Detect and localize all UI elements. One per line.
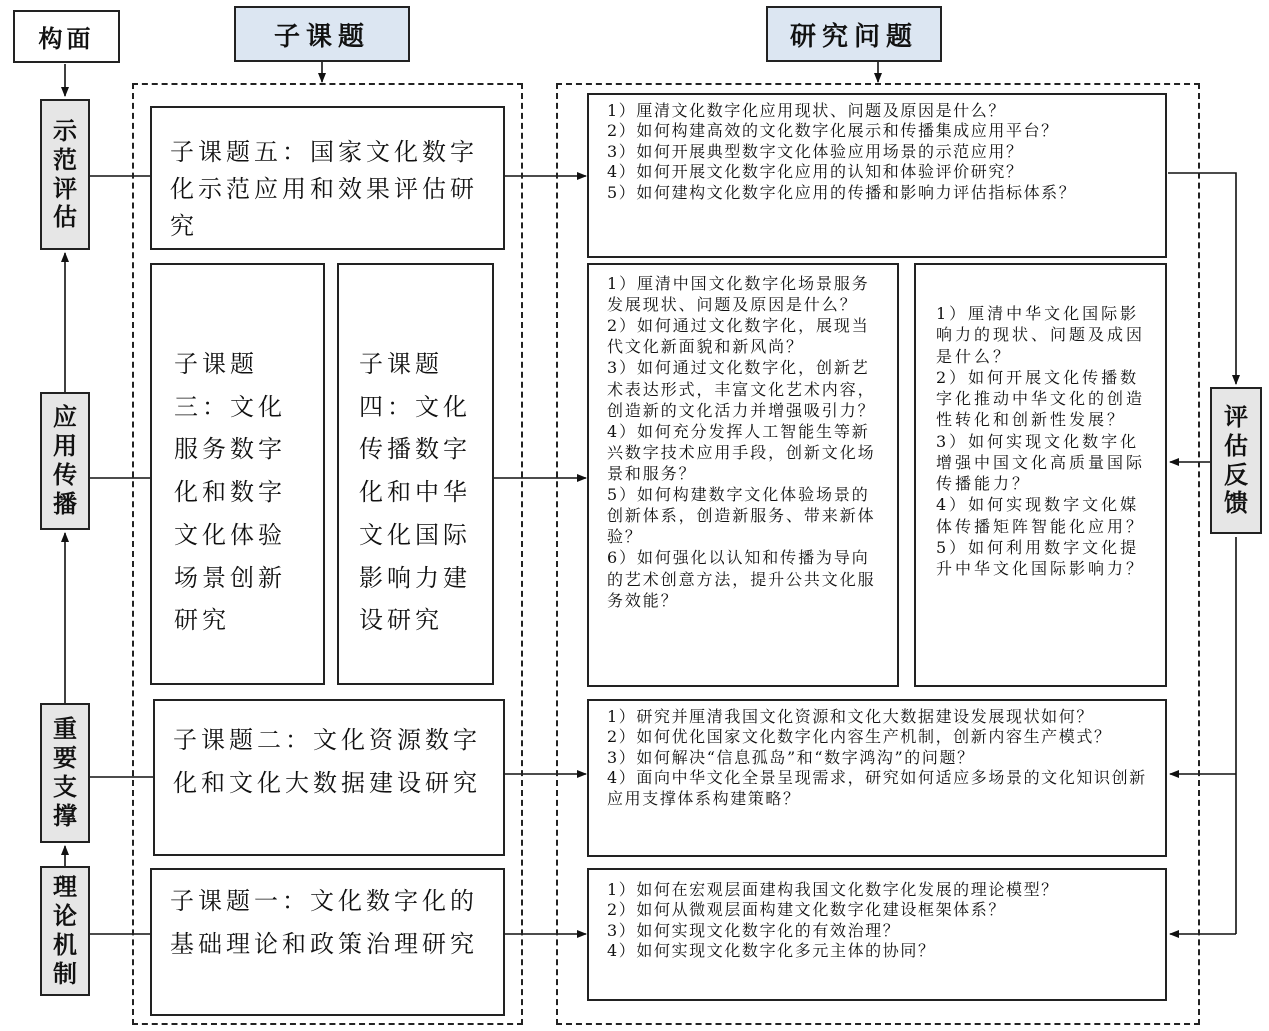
side-label-theory: 理论机制 bbox=[40, 866, 90, 996]
question-item: 1）厘清文化数字化应用现状、问题及原因是什么？ bbox=[607, 101, 1006, 120]
subtopic-4: 子课题四：文化传播数字化和中华文化国际影响力建设研究 bbox=[337, 263, 494, 685]
question-item: 3）如何实现文化数字化的有效治理？ bbox=[607, 920, 901, 940]
subtopic-1: 子课题一：文化数字化的基础理论和政策治理研究 bbox=[150, 868, 505, 1016]
question-item: 3）如何开展典型数字文化体验应用场景的示范应用？ bbox=[607, 141, 1024, 161]
question-item: 2）如何开展文化传播数字化推动中华文化的创造性转化和创新性发展？ bbox=[936, 367, 1146, 430]
subtopic-3: 子课题三：文化服务数字化和数字文化体验场景创新研究 bbox=[150, 263, 325, 685]
question-item: 4）面向中华文化全景呈现需求，研究如何适应多场景的文化知识创新应用支撑体系构建策略？ bbox=[607, 768, 1147, 808]
question-item: 1）厘清中国文化数字化场景服务发展现状、问题及原因是什么？ bbox=[607, 274, 870, 315]
questions-3 bbox=[587, 263, 899, 687]
question-item: 3）如何解决“信息孤岛”和“数字鸿沟”的问题？ bbox=[607, 747, 975, 767]
questions-2 bbox=[587, 699, 1167, 857]
questions-5 bbox=[587, 93, 1167, 258]
question-item: 3）如何实现文化数字化增强中国文化高质量国际传播能力？ bbox=[936, 431, 1146, 494]
questions-header: 研究问题 bbox=[766, 6, 942, 62]
question-item: 1）研究并厘清我国文化资源和文化大数据建设发展现状如何？ bbox=[607, 707, 1094, 726]
subtopic-2: 子课题二：文化资源数字化和文化大数据建设研究 bbox=[153, 699, 505, 856]
question-item: 1）厘清中华文化国际影响力的现状、问题及成因是什么？ bbox=[936, 304, 1146, 366]
subtopic-5: 子课题五：国家文化数字化示范应用和效果评估研究 bbox=[150, 106, 505, 250]
question-item: 6）如何强化以认知和传播为导向的艺术创意方法，提升公共文化服务效能？ bbox=[607, 548, 876, 610]
side-label-feedback: 评估反馈 bbox=[1210, 387, 1262, 534]
question-item: 5）如何利用数字文化提升中华文化国际影响力？ bbox=[936, 537, 1146, 579]
side-label-support: 重要支撑 bbox=[40, 703, 90, 843]
question-item: 2）如何优化国家文化数字化内容生产机制，创新内容生产模式？ bbox=[607, 727, 1112, 747]
side-label-application: 应用传播 bbox=[40, 392, 90, 530]
question-item: 2）如何通过文化数字化，展现当代文化新面貌和新风尚？ bbox=[607, 316, 870, 357]
question-item: 4）如何实现数字文化媒体传播矩阵智能化应用？ bbox=[936, 495, 1146, 536]
facet-header: 构面 bbox=[13, 10, 120, 63]
question-item: 2）如何构建高效的文化数字化展示和传播集成应用平台？ bbox=[607, 121, 1059, 141]
questions-1 bbox=[587, 868, 1167, 1001]
question-item: 4）如何实现文化数字化多元主体的协同？ bbox=[607, 941, 936, 961]
question-item: 3）如何通过文化数字化，创新艺术表达形式，丰富文化艺术内容，创造新的文化活力并增强吸引力？ bbox=[607, 358, 876, 420]
question-item: 5）如何构建数字文化体验场景的创新体系，创造新服务、带来新体验？ bbox=[607, 485, 876, 547]
side-label-demo: 示范评估 bbox=[40, 99, 90, 250]
question-item: 4）如何充分发挥人工智能生等新兴数字技术应用手段，创新文化场景和服务？ bbox=[607, 421, 876, 483]
subtopics-header: 子课题 bbox=[234, 6, 410, 62]
question-item: 1）如何在宏观层面建构我国文化数字化发展的理论模型？ bbox=[607, 880, 1059, 899]
questions-4 bbox=[914, 263, 1167, 687]
question-item: 4）如何开展文化数字化应用的认知和体验评价研究？ bbox=[607, 162, 1024, 182]
question-item: 5）如何建构文化数字化应用的传播和影响力评估指标体系？ bbox=[607, 182, 1077, 202]
question-item: 2）如何从微观层面构建文化数字化建设框架体系？ bbox=[607, 900, 1006, 920]
